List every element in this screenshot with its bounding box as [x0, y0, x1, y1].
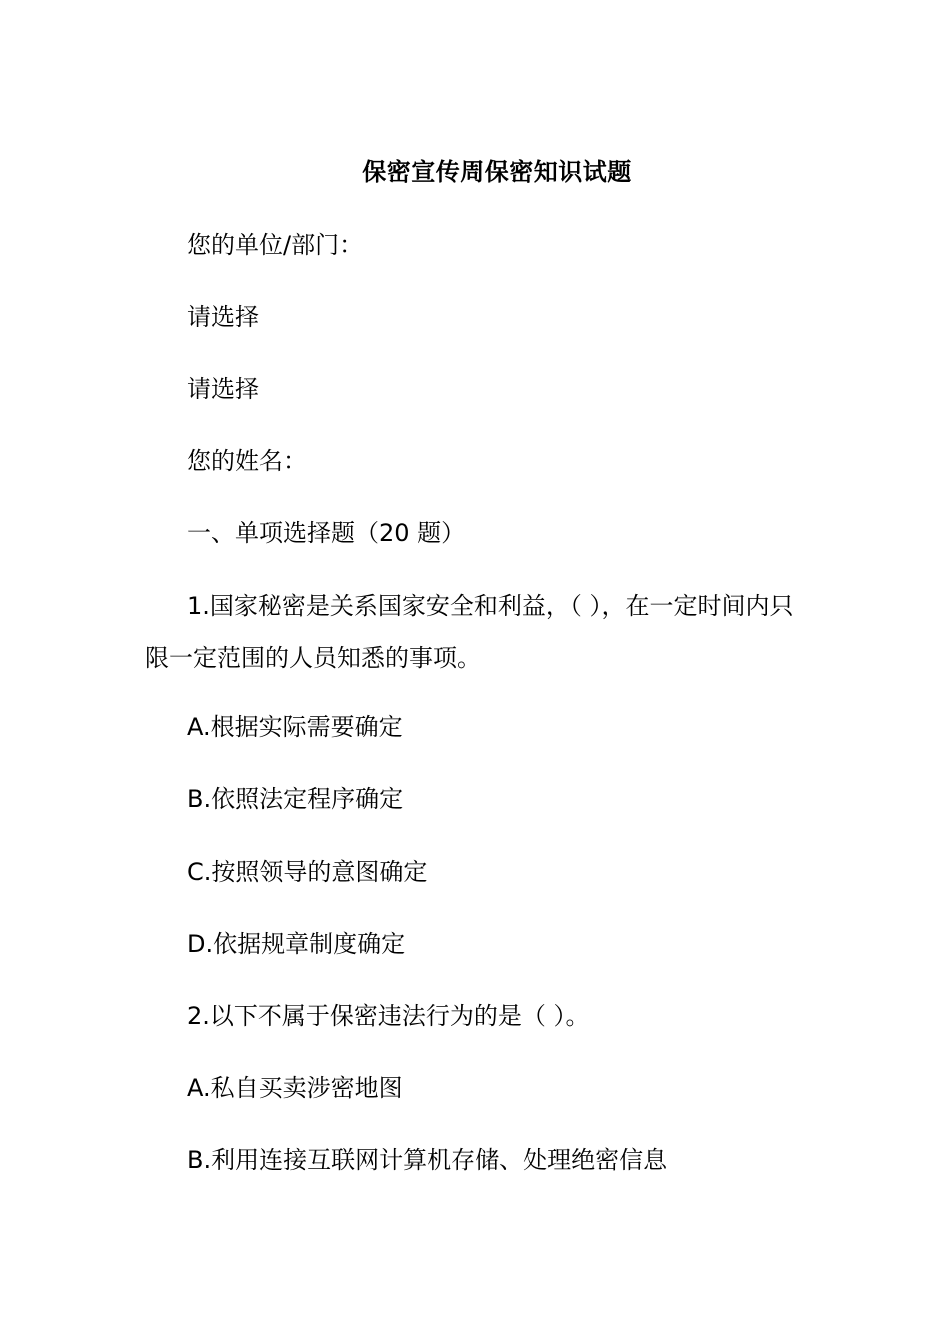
question-1-option-a: A.根据实际需要确定 [187, 713, 403, 741]
name-label: 您的姓名： [187, 447, 307, 475]
unit-department-label: 您的单位/部门： [187, 231, 364, 259]
section-heading: 一、单项选择题（20 题） [187, 519, 466, 547]
question-2-option-a: A.私自买卖涉密地图 [187, 1074, 403, 1102]
question-1-option-c: C.按照领导的意图确定 [187, 858, 428, 886]
question-1-option-d: D.依据规章制度确定 [187, 930, 406, 958]
document-title: 保密宣传周保密知识试题 [362, 158, 632, 186]
question-1-option-b: B.依照法定程序确定 [187, 785, 404, 813]
question-1-text: 1.国家秘密是关系国家安全和利益，（ ），在一定时间内只限一定范围的人员知悉的事项。 [145, 592, 794, 672]
select-placeholder-2: 请选择 [187, 375, 259, 403]
question-2-option-b: B.利用连接互联网计算机存储、处理绝密信息 [187, 1146, 668, 1174]
select-placeholder-1: 请选择 [187, 303, 259, 331]
question-2-text: 2.以下不属于保密违法行为的是（ ）。 [187, 1002, 590, 1030]
